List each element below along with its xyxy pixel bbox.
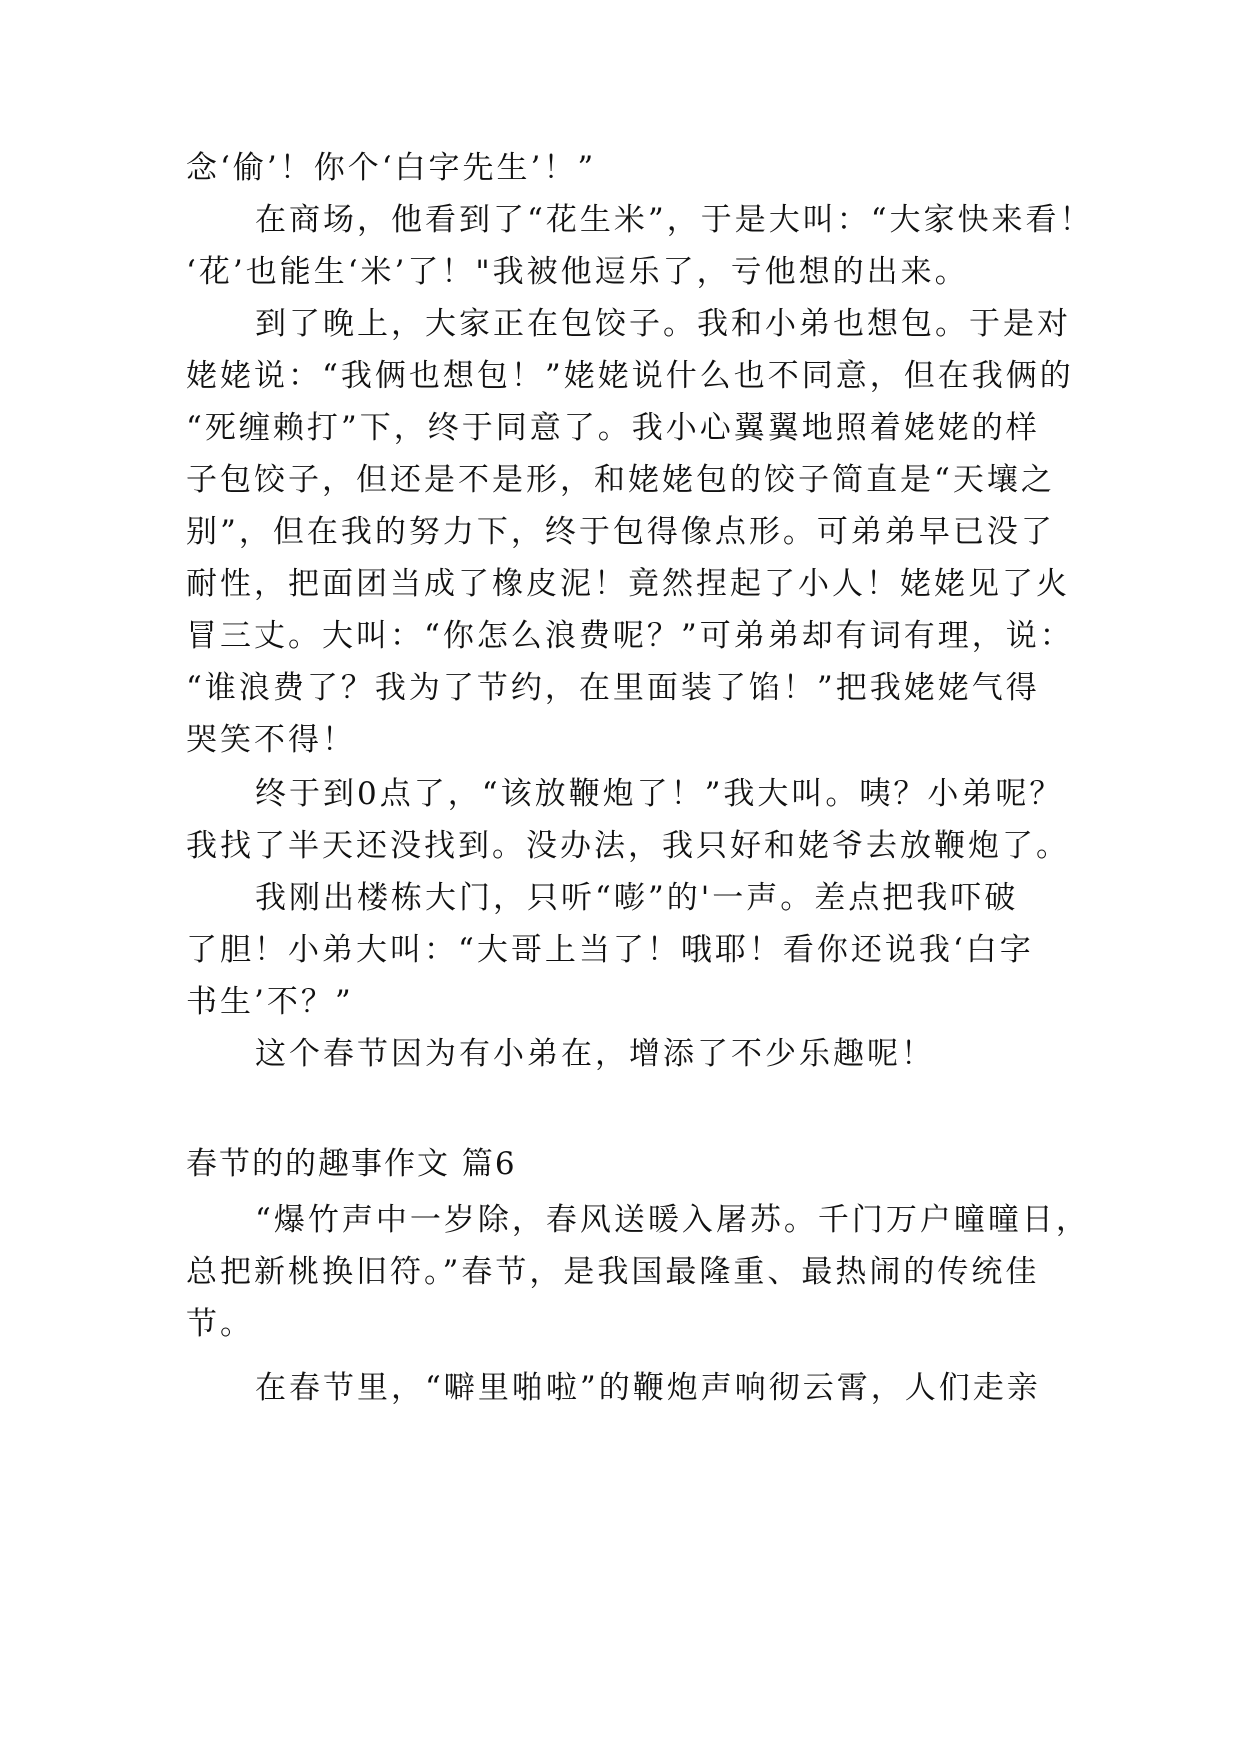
text-line: 念‘偷’！你个‘白字先生’！” <box>186 150 597 186</box>
text-line: 到了晚上，大家正在包饺子。我和小弟也想包。于是对 <box>255 306 1071 342</box>
text-line: 书生’不？” <box>186 984 354 1020</box>
text-line: 在商场，他看到了“花生米”，于是大叫：“大家快来看！ <box>255 202 1094 238</box>
text-line: 我刚出楼栋大门，只听“嘭”的'一声。差点把我吓破 <box>255 880 1019 916</box>
text-line: 哭笑不得！ <box>186 722 356 758</box>
text-line: ‘花’也能生‘米’了！"我被他逗乐了，亏他想的出来。 <box>186 254 969 290</box>
text-line: 子包饺子，但还是不是形，和姥姥包的饺子简直是“天壤之 <box>186 462 1055 498</box>
section-heading: 春节的的趣事作文 篇6 <box>186 1146 517 1182</box>
text-line: 了胆！小弟大叫：“大哥上当了！哦耶！看你还说我‘白字 <box>186 932 1034 968</box>
text-line: “死缠赖打”下，终于同意了。我小心翼翼地照着姥姥的样 <box>186 410 1040 446</box>
text-line: 我找了半天还没找到。没办法，我只好和姥爷去放鞭炮了。 <box>186 828 1070 864</box>
text-line: “爆竹声中一岁除，春风送暖入屠苏。千门万户曈曈日， <box>255 1202 1090 1238</box>
text-line: 这个春节因为有小弟在，增添了不少乐趣呢！ <box>255 1036 935 1072</box>
text-line: “谁浪费了？我为了节约，在里面装了馅！”把我姥姥气得 <box>186 670 1040 706</box>
text-line: 终于到0点了，“该放鞭炮了！”我大叫。咦？小弟呢？ <box>255 776 1064 812</box>
text-line: 在春节里，“噼里啪啦”的鞭炮声响彻云霄，人们走亲 <box>255 1370 1041 1406</box>
text-line: 别”，但在我的努力下，终于包得像点形。可弟弟早已没了 <box>186 514 1055 550</box>
text-line: 总把新桃换旧符。”春节，是我国最隆重、最热闹的传统佳 <box>186 1254 1040 1290</box>
text-line: 冒三丈。大叫：“你怎么浪费呢？”可弟弟却有词有理，说： <box>186 618 1074 654</box>
text-line: 耐性，把面团当成了橡皮泥！竟然捏起了小人！姥姥见了火 <box>186 566 1070 602</box>
text-line: 姥姥说：“我俩也想包！”姥姥说什么也不同意，但在我俩的 <box>186 358 1074 394</box>
text-line: 节。 <box>186 1306 254 1342</box>
